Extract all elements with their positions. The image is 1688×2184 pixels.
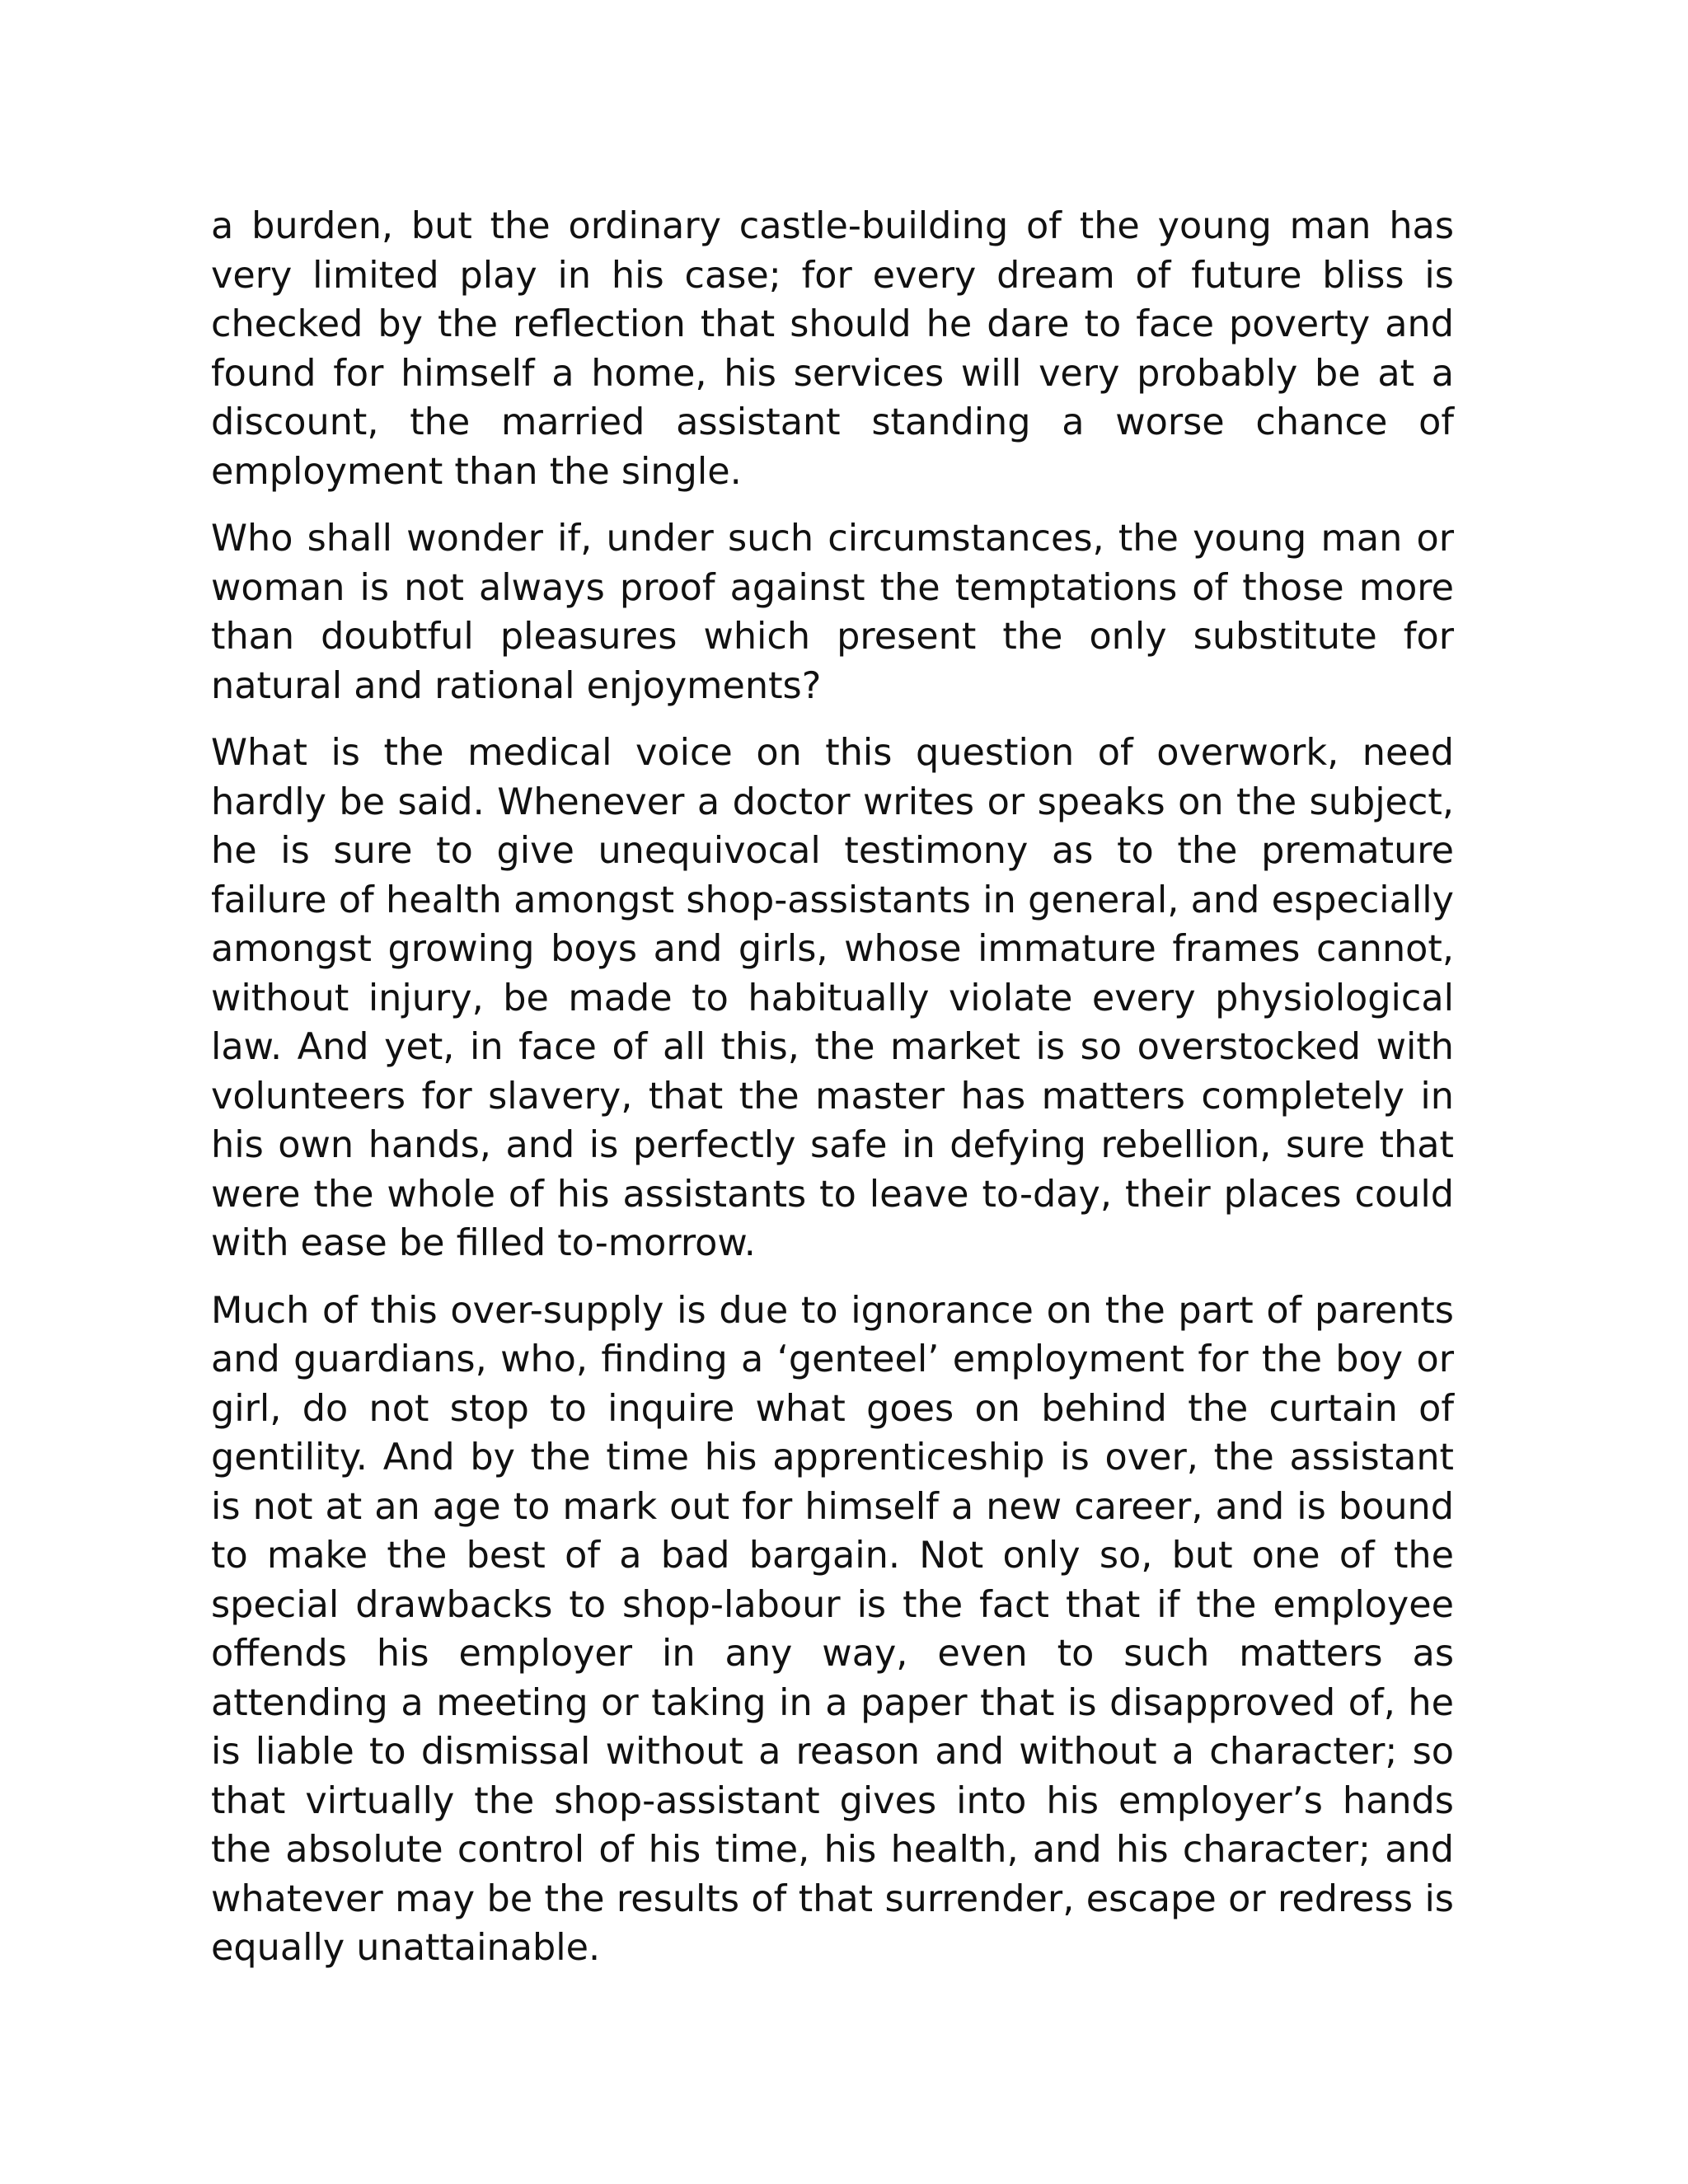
paragraph-3: What is the medical voice on this question of overwork, need hardly be said. Whenever a doctor writes or speaks on the subject, he is sure to give unequivocal testimony as to the premature failure of health amongst shop-assistants in general, and especially amongst growing boys and girls, whose immature frames cannot, without injury, be made to habitually violate every physiological law. And yet, in face of all this, the market is so overstocked with volunteers for slavery, that the master has matters completely in his own hands, and is perfectly safe in defying rebellion, sure that were the whole of his assistants to leave to-day, their places could with ease be filled to-morrow.	[211, 732, 1454, 1264]
paragraph-2: Who shall wonder if, under such circumstances, the young man or woman is not always proof against the temptations of those more than doubtful pleasures which present the only substitute for natural and rational enjoyments?	[211, 518, 1454, 707]
paragraph-4: Much of this over-supply is due to ignorance on the part of parents and guardians, who, finding a ‘genteel’ employment for the boy or girl, do not stop to inquire what goes on behind the curtain of gentility. And by the time his apprenticeship is over, the assistant is not at an age to mark out for himself a new career, and is bound to make the best of a bad bargain. Not only so, but one of the special drawbacks to shop-labour is the fact that if the employee offends his employer in any way, even to such matters as attending a meeting or taking in a paper that is disapproved of, he is liable to dismissal without a reason and without a character; so that virtually the shop-assistant gives into his employer’s hands the absolute control of his time, his health, and his character; and whatever may be the results of that surrender, escape or redress is equally unattainable.	[211, 1289, 1454, 1969]
paragraph-1: a burden, but the ordinary castle-building of the young man has very limited play in his case; for every dream of future bliss is checked by the reflection that should he dare to face poverty and found for himself a home, his services will very probably be at a discount, the married assistant standing a worse chance of employment than the single.	[211, 205, 1454, 493]
page-body	[211, 202, 1454, 1991]
